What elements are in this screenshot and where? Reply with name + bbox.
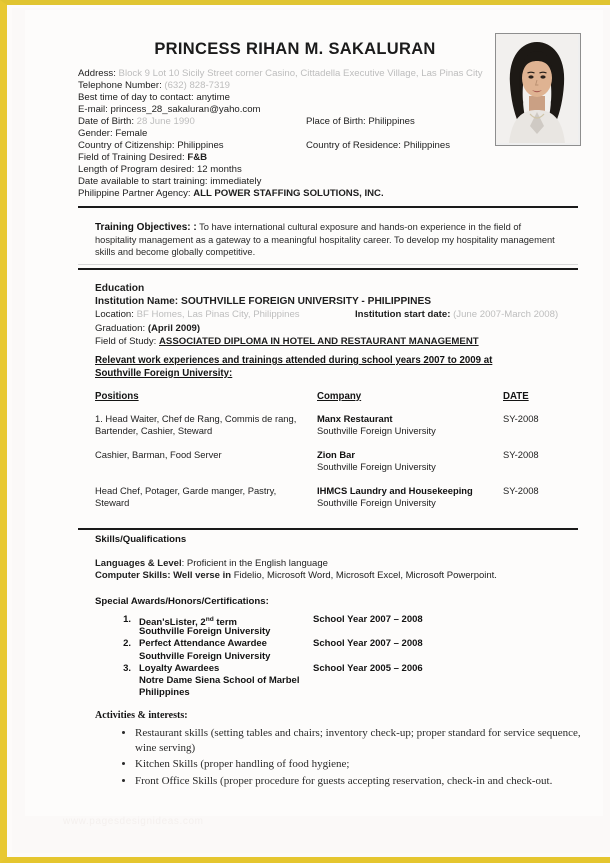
- email-label: E-mail:: [78, 104, 108, 116]
- education-location-row: [95, 308, 575, 321]
- list-item: [109, 663, 569, 675]
- row-company-sub: Southville Foreign University: [317, 461, 436, 473]
- training-objectives-label: Training Objectives: :: [95, 222, 197, 233]
- field-of-study-value: ASSOCIATED DIPLOMA IN HOTEL AND RESTAURANT MANAGEMENT: [159, 335, 479, 347]
- email-value: princess_28_sakaluran@yaho.com: [110, 104, 261, 116]
- activities-list: [109, 726, 595, 790]
- residence-label: Country of Residence:: [306, 140, 401, 152]
- pob-label: Place of Birth:: [306, 116, 366, 128]
- education-heading: Education: [95, 283, 145, 294]
- gender-label: Gender:: [78, 128, 113, 140]
- divider-before-education: [78, 268, 578, 270]
- best-time-label: Best time of day to contact:: [78, 92, 194, 104]
- award-institution: Southville Foreign University: [139, 650, 271, 662]
- list-item: • Kitchen Skills (proper handling of food hygiene;: [135, 757, 595, 772]
- experience-intro-line2: Southville Foreign University:: [95, 367, 233, 379]
- award-institution-country: Philippines: [139, 687, 190, 699]
- contact-row-program-length: [78, 164, 578, 176]
- field-training-label: Field of Training Desired:: [78, 152, 185, 164]
- divider-before-skills: [78, 528, 578, 530]
- divider-thin-above-education: [78, 264, 578, 265]
- citizenship-value: Philippines: [177, 140, 224, 152]
- row-company-sub: Southville Foreign University: [317, 497, 436, 509]
- experience-intro-line1: Relevant work experiences and trainings attended during school years 2007 to 2009 at: [95, 355, 493, 366]
- field-of-study-label: Field of Study:: [95, 335, 157, 347]
- dob-label: Date of Birth:: [78, 116, 134, 128]
- citizenship-label: Country of Citizenship:: [78, 140, 175, 152]
- program-length-label: Length of Program desired:: [78, 164, 195, 176]
- address-value: Block 9 Lot 10 Sicily Street corner Casino, Cittadella Executive Village, Las Pinas City: [118, 68, 483, 79]
- page-inner-surface: [12, 8, 610, 853]
- column-header-positions: Positions: [95, 391, 139, 402]
- education-section: [95, 282, 575, 348]
- row-company-sub: Southville Foreign University: [317, 425, 436, 437]
- award-title: Loyalty Awardees: [139, 662, 220, 674]
- skills-heading: Skills/Qualifications: [95, 534, 187, 545]
- graduation-label: Graduation:: [95, 322, 146, 334]
- availability-label: Date available to start training:: [78, 176, 208, 188]
- table-row: [95, 485, 575, 509]
- award-year: School Year 2007 – 2008: [313, 614, 423, 625]
- location-label: Location:: [95, 309, 134, 321]
- contact-info-block: [78, 68, 578, 201]
- row-date: SY-2008: [503, 485, 539, 496]
- languages-value: : Proficient in the English language: [181, 558, 328, 569]
- column-header-date: DATE: [503, 391, 529, 402]
- contact-row-citizenship: [78, 140, 578, 152]
- address-label: Address:: [78, 68, 116, 79]
- pob-value: Philippines: [368, 116, 415, 128]
- award-title: [139, 614, 339, 629]
- table-row: [95, 449, 575, 473]
- row-positions: Cashier, Barman, Food Server: [95, 449, 222, 460]
- row-date: SY-2008: [503, 449, 539, 460]
- start-date-value: (June 2007-March 2008): [453, 309, 559, 321]
- field-of-study-row: [95, 335, 575, 348]
- award-title-post: term: [213, 617, 237, 629]
- award-number: 3.: [123, 662, 131, 674]
- availability-value: immediately: [210, 176, 262, 188]
- award-year: School Year 2005 – 2006: [313, 662, 423, 674]
- list-item: • Restaurant skills (setting tables and chairs; inventory check-up; proper standard for service sequence, wine serving): [135, 726, 595, 755]
- graduation-value: (April 2009): [147, 322, 201, 334]
- program-length-value: 12 months: [196, 164, 242, 176]
- award-title-superscript: nd: [205, 616, 214, 623]
- residence-group: [306, 140, 450, 152]
- column-header-company: Company: [317, 391, 362, 402]
- training-objectives-text: To have international cultural exposure and hands-on experience in the field of hospitality management as a gateway to a meaningful hospitality career. To develop my hospitality management skills and become globally competitive.: [95, 222, 555, 258]
- languages-row: [95, 558, 565, 570]
- table-row: [95, 413, 575, 437]
- list-item: [109, 614, 569, 629]
- best-time-value: anytime: [196, 92, 230, 104]
- institution-row: [95, 295, 575, 308]
- contact-row-best-time: [78, 92, 578, 104]
- award-number: 2.: [123, 638, 131, 650]
- row-positions: 1. Head Waiter, Chef de Rang, Commis de rang, Bartender, Cashier, Steward: [95, 413, 297, 437]
- divider-after-contact: [78, 206, 578, 208]
- awards-list: [109, 614, 569, 699]
- contact-row-email: [78, 104, 578, 116]
- row-company-name: Manx Restaurant: [317, 413, 393, 424]
- skills-body: [95, 558, 565, 583]
- contact-row-telephone: [78, 80, 578, 92]
- resume-sheet: [25, 10, 603, 827]
- graduation-row: [95, 322, 575, 335]
- row-company: [317, 449, 502, 473]
- contact-row-availability: [78, 176, 578, 188]
- row-company: [317, 485, 502, 509]
- start-date-label: Institution start date:: [355, 309, 451, 321]
- row-date: SY-2008: [503, 413, 539, 424]
- award-institution: Notre Dame Siena School of Marbel: [139, 674, 300, 686]
- awards-heading: Special Awards/Honors/Certifications:: [95, 596, 269, 607]
- dob-value: 28 June 1990: [136, 116, 195, 128]
- institution-label: Institution Name:: [95, 296, 179, 308]
- award-year: School Year 2007 – 2008: [313, 638, 423, 650]
- contact-row-birth: [78, 116, 578, 128]
- contact-row-gender: [78, 128, 578, 140]
- training-objectives-section: [95, 221, 565, 259]
- institution-value: SOUTHVILLE FOREIGN UNIVERSITY - PHILIPPINES: [181, 296, 432, 308]
- location-value: BF Homes, Las Pinas City, Philippines: [136, 309, 300, 321]
- row-company-name: Zion Bar: [317, 449, 356, 460]
- row-company: [317, 413, 502, 437]
- contact-row-field-training: [78, 152, 578, 164]
- row-positions: Head Chef, Potager, Garde manger, Pastry, Steward: [95, 485, 277, 509]
- row-company-name: IHMCS Laundry and Housekeeping: [317, 485, 473, 496]
- agency-label: Philippine Partner Agency:: [78, 188, 191, 200]
- agency-value: ALL POWER STAFFING SOLUTIONS, INC.: [193, 188, 384, 200]
- computer-skills-row: [95, 570, 565, 582]
- award-title-pre: Dean'sLister, 2: [139, 617, 206, 629]
- contact-row-agency: [78, 188, 578, 200]
- page-title: PRINCESS RIHAN M. SAKALURAN: [154, 40, 436, 58]
- list-item: [109, 638, 569, 650]
- pob-group: [306, 116, 415, 128]
- computer-skills-value: Fidelio, Microsoft Word, Microsoft Excel, Microsoft Powerpoint.: [233, 570, 497, 582]
- telephone-label: Telephone Number:: [78, 80, 162, 92]
- activities-heading: Activities & interests:: [95, 710, 188, 721]
- list-item: • Front Office Skills (proper procedure for guests accepting reservation, check-in and check-out.: [135, 774, 595, 789]
- experience-table-body: [95, 413, 575, 521]
- field-training-value: F&B: [187, 152, 208, 164]
- award-number: 1.: [123, 614, 131, 625]
- contact-row-address: [78, 68, 578, 80]
- gender-value: Female: [115, 128, 148, 140]
- institution-start-group: [355, 308, 558, 321]
- telephone-value: (632) 828-7319: [164, 80, 231, 92]
- computer-skills-label: Computer Skills: Well verse in: [95, 570, 232, 582]
- award-title: Perfect Attendance Awardee: [139, 638, 267, 650]
- award-institution: Southville Foreign University: [139, 626, 271, 638]
- languages-label: Languages & Level: [95, 558, 182, 569]
- residence-value: Philippines: [403, 140, 450, 152]
- watermark-text: www.pagesdesignideas.com: [63, 816, 204, 827]
- experience-intro: [95, 355, 555, 380]
